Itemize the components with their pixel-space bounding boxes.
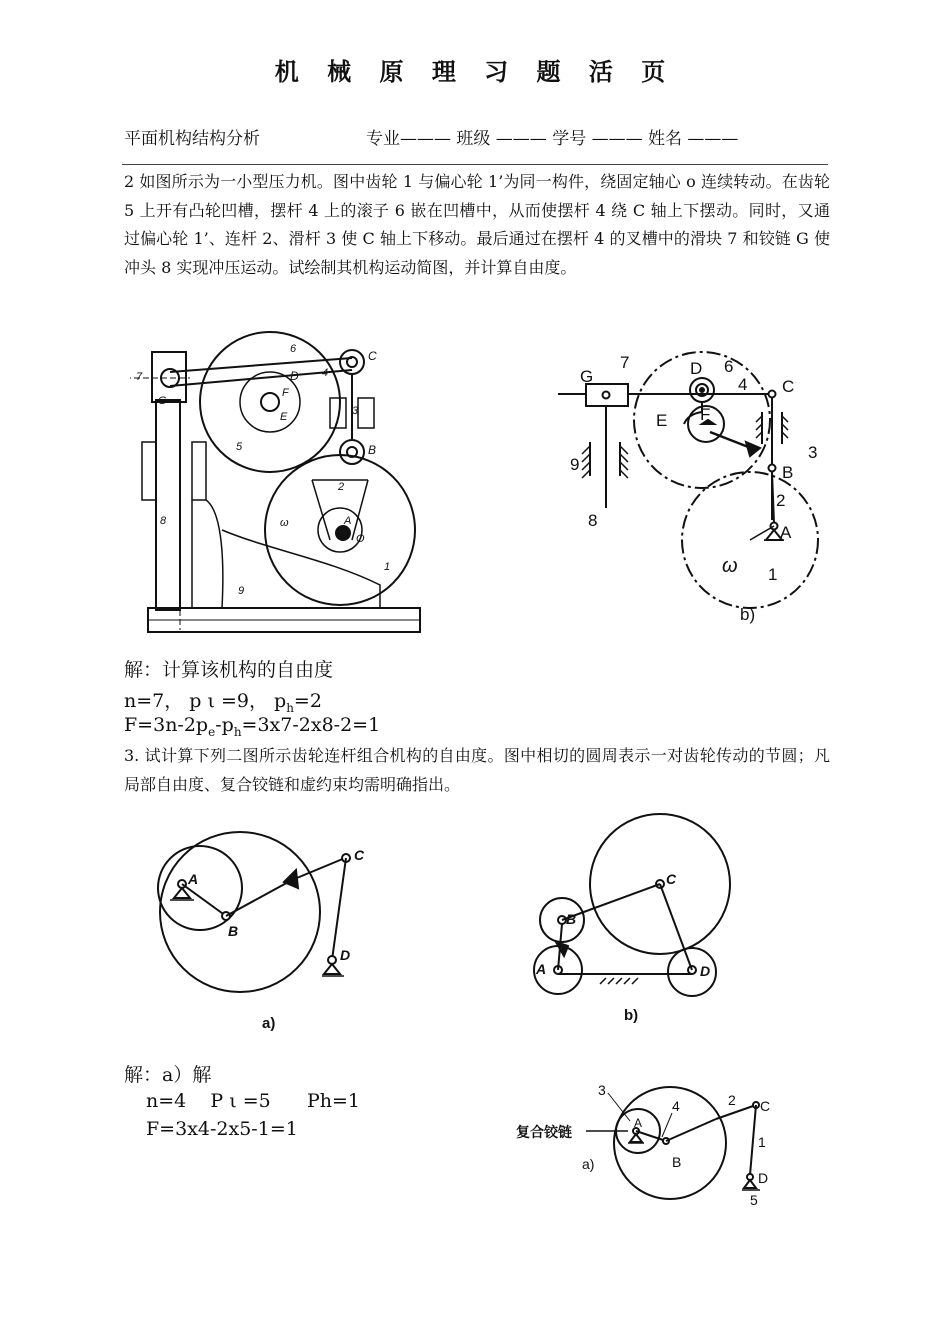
label-a: A: [634, 1116, 643, 1130]
label-a: A: [344, 515, 352, 527]
label-e: E: [280, 411, 288, 423]
label-3: 3: [598, 1082, 606, 1098]
gear-5: [200, 332, 340, 472]
label-3: 3: [808, 443, 818, 462]
label-d: D: [758, 1170, 769, 1186]
figure-caption-a: a): [262, 1015, 276, 1032]
label-b: B: [672, 1154, 682, 1170]
label-d: D: [290, 369, 299, 383]
solution-2-formula: $F=3n-2p_e-p_h=3x7-2x8-2=1$: [124, 714, 381, 739]
label-a: A: [188, 871, 199, 887]
solution-diagram-a: [510, 1075, 810, 1215]
solution-3-heading: 解：a）解: [124, 1064, 212, 1086]
label-3: 3: [352, 405, 359, 417]
label-d: D: [690, 359, 703, 378]
label-b: B: [782, 463, 794, 482]
label-b: B: [566, 911, 577, 927]
label-1: 1: [384, 561, 391, 573]
label-c: C: [368, 349, 377, 363]
label-a: A: [536, 961, 547, 977]
label-7: 7: [620, 353, 630, 372]
header-divider: [122, 164, 828, 165]
label-a: A: [780, 523, 792, 542]
label-o: O: [356, 533, 365, 545]
label-7: 7: [136, 371, 143, 383]
gear-linkage-figure-a: [140, 820, 400, 1040]
label-c: C: [666, 871, 677, 887]
student-info-fields: 专业——— 班级 ——— 学号 ——— 姓名 ———: [366, 129, 739, 149]
label-omega: ω: [722, 555, 738, 577]
label-4: 4: [322, 367, 329, 379]
label-f: F: [700, 405, 711, 424]
label-9: 9: [238, 585, 245, 597]
label-5: 5: [236, 441, 243, 453]
label-8: 8: [160, 515, 167, 527]
solution-3-counts: n=4 P ι =5 Ph=1: [146, 1090, 360, 1112]
label-1: 1: [768, 565, 778, 584]
label-1: 1: [758, 1134, 766, 1150]
label-5: 5: [750, 1192, 758, 1208]
compound-hinge-callout: 复合铰链: [516, 1124, 572, 1140]
label-d: D: [340, 947, 351, 963]
solution-3-formula: F=3x4-2x5-1=1: [146, 1118, 298, 1140]
label-6: 6: [290, 343, 297, 355]
label-omega: ω: [280, 517, 289, 529]
press-machine-drawing: [130, 330, 440, 640]
label-4: 4: [738, 375, 748, 394]
figure-caption-a: a): [582, 1156, 595, 1172]
label-c: C: [782, 377, 795, 396]
label-2: 2: [776, 491, 786, 510]
label-2: 2: [728, 1092, 736, 1108]
large-gear-pitch-circle: [160, 832, 320, 992]
solution-2-counts: n=7， p ι =9， $p_h=2$: [124, 690, 322, 715]
label-c: C: [760, 1098, 771, 1114]
problem-2-text: 2 如图所示为一小型压力机。图中齿轮 1 与偏心轮 1’为同一构件，绕固定轴心 o 连续转动。在齿轮 5 上开有凸轮凹槽，摆杆 4 上的滚子 6 嵌在凹槽中，从而使摆杆 4 绕 C 轴上下摆动。同时，又通过偏心轮 1’、连杆 2、滑杆 3 使 C 轴上下移动。最后通过在摆杆 4 的叉槽中的滑块 7 和铰链 G 使冲头 8 实现冲压运动。试绘制其机构运动简图，并计算自由度。: [124, 172, 830, 277]
label-8: 8: [588, 511, 598, 530]
kinematic-diagram-b: [550, 340, 840, 630]
solution-2-heading: 解：计算该机构的自由度: [124, 659, 334, 681]
label-2: 2: [338, 481, 345, 493]
label-6: 6: [724, 357, 734, 376]
label-c: C: [354, 847, 365, 863]
label-d: D: [700, 963, 711, 979]
label-4: 4: [672, 1098, 680, 1114]
label-g: G: [158, 395, 167, 407]
label-e: E: [656, 411, 668, 430]
problem-3-text: 3. 试计算下列二图所示齿轮连杆组合机构的自由度。图中相切的圆周表示一对齿轮传动的节圆；凡局部自由度、复合铰链和虚约束均需明确指出。: [124, 746, 830, 794]
figure-caption-b: b): [740, 605, 756, 624]
label-f: F: [282, 387, 289, 399]
label-9: 9: [570, 455, 580, 474]
page-title: 机 械 原 理 习 题 活 页: [274, 57, 676, 86]
punch-8: [156, 400, 180, 610]
chapter-label: 平面机构结构分析: [124, 129, 260, 149]
label-b: B: [228, 923, 239, 939]
label-g: G: [580, 367, 594, 386]
gear-linkage-figure-b: [520, 810, 760, 1030]
figure-caption-b: b): [624, 1007, 639, 1024]
label-b: B: [368, 443, 377, 457]
